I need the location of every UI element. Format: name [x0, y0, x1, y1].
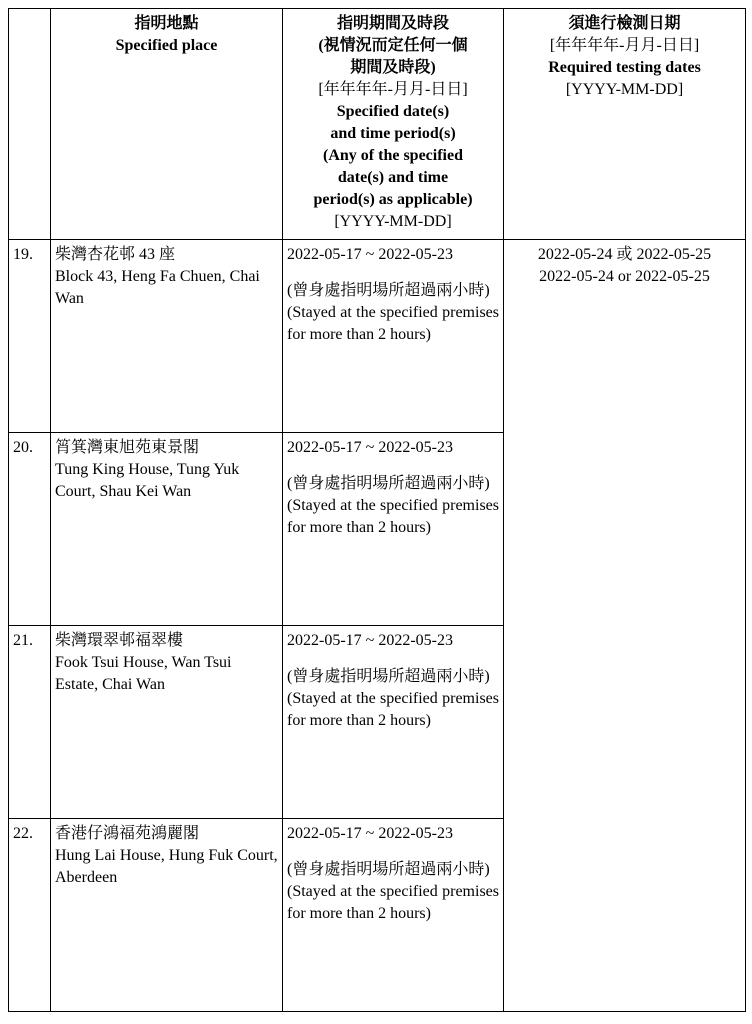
row-index: 20.	[9, 433, 51, 626]
period-range: 2022-05-17 ~ 2022-05-23	[287, 825, 453, 842]
place-cell	[51, 626, 283, 819]
note-zh: (曾身處指明場所超過兩小時)	[287, 861, 490, 878]
testing-header-cell	[504, 9, 746, 240]
place-en: Block 43, Heng Fa Chuen, Chai Wan	[55, 268, 260, 307]
period-cell	[283, 626, 504, 819]
period-header-en-line2: and time period(s)	[330, 125, 456, 142]
note-zh: (曾身處指明場所超過兩小時)	[287, 668, 490, 685]
period-header-en-line3: (Any of the specified	[323, 147, 463, 164]
row-index: 22.	[9, 819, 51, 1012]
note-en: (Stayed at the specified premises for more than 2 hours)	[287, 883, 499, 922]
place-zh: 柴灣環翠邨福翠樓	[55, 632, 184, 649]
index-header-cell	[9, 9, 51, 240]
period-header-en-line5: period(s) as applicable)	[313, 191, 473, 208]
place-en: Tung King House, Tung Yuk Court, Shau Kei Wan	[55, 461, 240, 500]
period-header-cell	[283, 9, 504, 240]
row-index: 21.	[9, 626, 51, 819]
place-header-cell	[51, 9, 283, 240]
specified-places-table	[8, 8, 746, 1012]
period-range: 2022-05-17 ~ 2022-05-23	[287, 246, 453, 263]
period-cell	[283, 819, 504, 1012]
place-zh: 柴灣杏花邨 43 座	[55, 246, 176, 263]
period-header-format-zh: [年年年年-月月-日日]	[318, 81, 468, 98]
testing-header-format-zh: [年年年年-月月-日日]	[549, 37, 700, 54]
place-zh: 筲箕灣東旭苑東景閣	[55, 439, 200, 456]
place-header-en: Specified place	[115, 37, 218, 54]
note-en: (Stayed at the specified premises for more than 2 hours)	[287, 497, 499, 536]
place-cell	[51, 433, 283, 626]
note-en: (Stayed at the specified premises for more than 2 hours)	[287, 304, 499, 343]
testing-header-zh: 須進行檢測日期	[568, 15, 681, 32]
note-en: (Stayed at the specified premises for more than 2 hours)	[287, 690, 499, 729]
place-zh: 香港仔鴻福苑鴻麗閣	[55, 825, 200, 842]
period-header-zh-line3: 期間及時段)	[350, 59, 436, 76]
period-header-en-line1: Specified date(s)	[336, 103, 450, 120]
row-index: 19.	[9, 240, 51, 433]
table-row	[9, 240, 746, 433]
note-zh: (曾身處指明場所超過兩小時)	[287, 475, 490, 492]
table-header-row	[9, 9, 746, 240]
place-en: Hung Lai House, Hung Fuk Court, Aberdeen	[55, 847, 278, 886]
testing-header-format-en: [YYYY-MM-DD]	[565, 81, 684, 98]
period-range: 2022-05-17 ~ 2022-05-23	[287, 632, 453, 649]
period-cell	[283, 433, 504, 626]
place-cell	[51, 240, 283, 433]
required-testing-zh: 2022-05-24 或 2022-05-25	[537, 246, 712, 263]
place-header-zh: 指明地點	[134, 15, 199, 32]
period-cell	[283, 240, 504, 433]
period-range: 2022-05-17 ~ 2022-05-23	[287, 439, 453, 456]
testing-header-en: Required testing dates	[548, 59, 701, 76]
period-header-format-en: [YYYY-MM-DD]	[334, 213, 452, 230]
required-testing-cell	[504, 240, 746, 1012]
place-cell	[51, 819, 283, 1012]
period-header-zh-line1: 指明期間及時段	[336, 15, 449, 32]
note-zh: (曾身處指明場所超過兩小時)	[287, 282, 490, 299]
required-testing-en: 2022-05-24 or 2022-05-25	[539, 268, 710, 285]
period-header-zh-line2: (視情況而定任何一個	[318, 37, 468, 54]
period-header-en-line4: date(s) and time	[337, 169, 449, 186]
place-en: Fook Tsui House, Wan Tsui Estate, Chai Wan	[55, 654, 232, 693]
